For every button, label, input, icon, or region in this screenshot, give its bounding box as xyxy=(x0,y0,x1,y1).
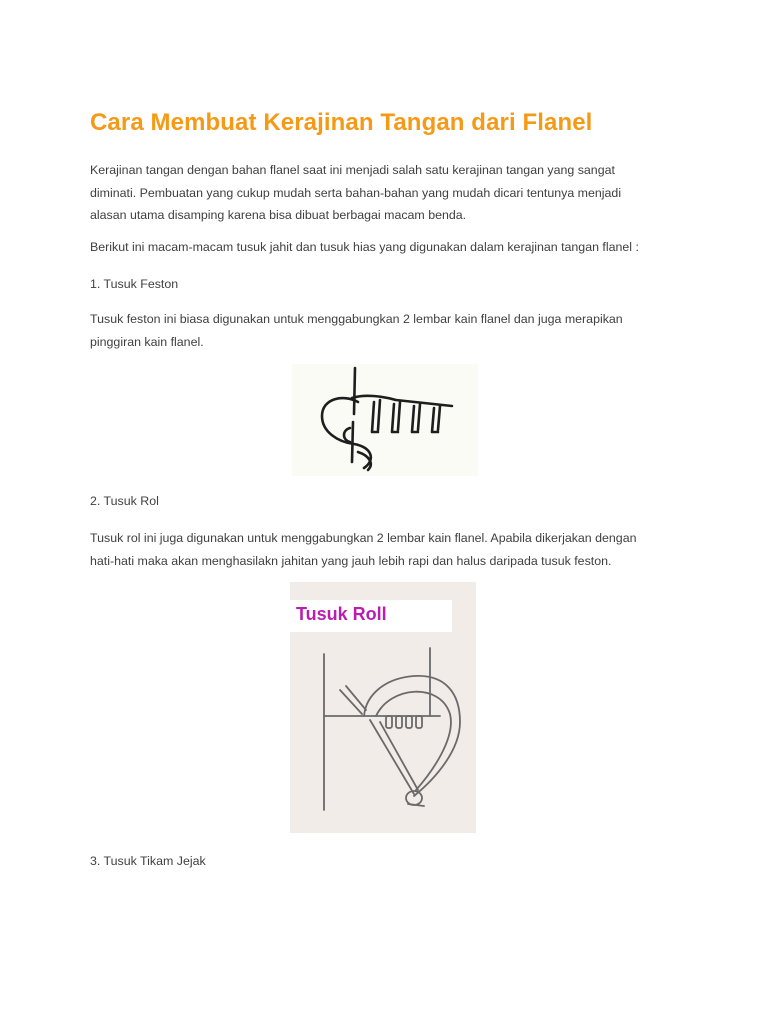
section-heading-rol xyxy=(90,490,690,513)
section-heading-text: 1. Tusuk Feston xyxy=(90,277,179,291)
section-heading-text: 2. Tusuk Rol xyxy=(90,494,159,508)
roll-stitch-illustration xyxy=(290,582,476,833)
article-title: Cara Membuat Kerajinan Tangan dari Flanel xyxy=(90,109,593,136)
section-heading-text: 3. Tusuk Tikam Jejak xyxy=(90,854,206,868)
section-heading-tikam-jejak xyxy=(90,850,690,873)
feston-line: Tusuk feston ini biasa digunakan untuk menggabungkan 2 lembar kain flanel dan juga merapikan xyxy=(90,312,623,326)
rol-paragraph xyxy=(90,527,690,572)
rol-line: hati-hati maka akan menghasilakn jahitan yang jauh lebih rapi dan halus daripada tusuk feston. xyxy=(90,553,612,568)
intro-line: diminati. Pembuatan yang cukup mudah serta bahan-bahan yang mudah dicari tentunya menjadi xyxy=(90,185,622,200)
rol-line: Tusuk rol ini juga digunakan untuk menggabungkan 2 lembar kain flanel. Apabila dikerjakan dengan xyxy=(90,531,637,545)
feston-paragraph xyxy=(90,308,690,353)
feston-stitch-illustration xyxy=(292,364,478,476)
roll-stitch-drawing xyxy=(290,582,476,833)
feston-line: pinggiran kain flanel. xyxy=(90,334,204,349)
section-heading-feston xyxy=(90,273,690,296)
roll-image-label: Tusuk Roll xyxy=(296,604,387,624)
intro-line: Kerajinan tangan dengan bahan flanel saat ini menjadi salah satu kerajinan tangan yang sangat xyxy=(90,163,615,177)
intro-paragraph xyxy=(90,159,690,227)
intro-line: alasan utama disamping karena bisa dibuat berbagai macam benda. xyxy=(90,208,467,222)
list-intro-text: Berikut ini macam-macam tusuk jahit dan tusuk hias yang digunakan dalam kerajinan tangan flanel : xyxy=(90,240,639,254)
list-intro xyxy=(90,236,690,259)
